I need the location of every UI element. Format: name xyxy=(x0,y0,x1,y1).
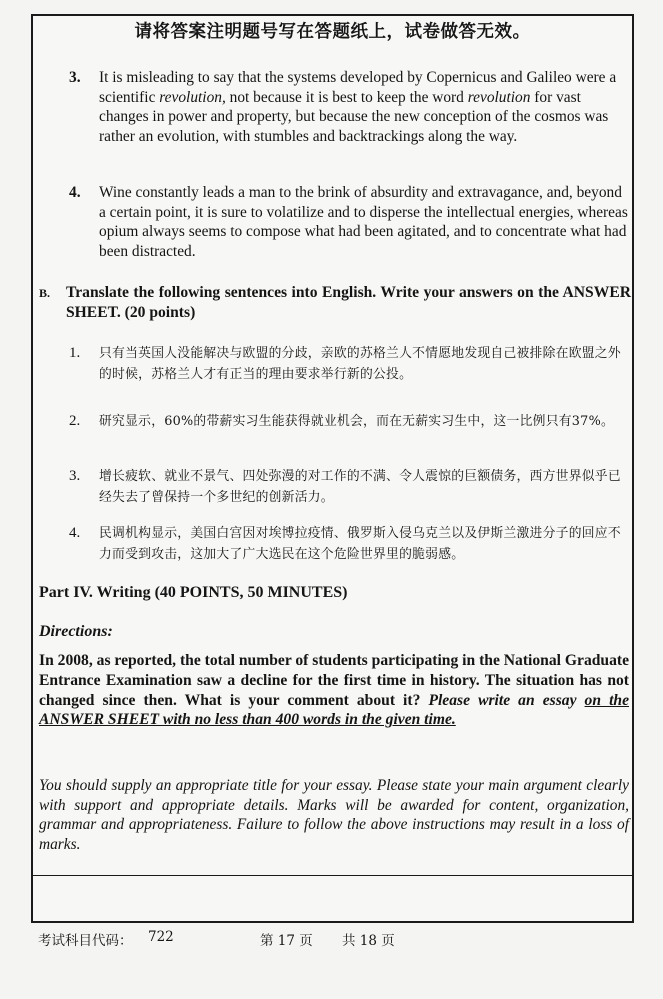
item-number: 4. xyxy=(69,525,81,541)
item-text: 民调机构显示，美国白宫因对埃博拉疫情、俄罗斯入侵乌克兰以及伊斯兰激进分子的回应不力而受到攻击，这加大了广大选民在这个危险世界里的脆弱感。 xyxy=(99,526,621,562)
writing-prompt: In 2008, as reported, the total number of students participating in the National Graduate Entrance Examination saw a decline for the first time in history. The situation has not changed since then. What is your comment about it? Please write an essay on the ANSWER SHEET with no less than 400 words in the given time. xyxy=(39,652,629,729)
item-text: 只有当英国人没能解决与欧盟的分歧，亲欧的苏格兰人不情愿地发现自己被排除在欧盟之外的时候，苏格兰人才有正当的理由要求举行新的公投。 xyxy=(99,346,621,382)
item-number: 2. xyxy=(69,413,81,429)
item-number: 1. xyxy=(69,345,81,361)
writing-instructions: You should supply an appropriate title for your essay. Please state your main argument clearly with support and appropriate details. Marks will be awarded for content, organization, grammar and appropriateness. Failure to follow the above instructions may result in a loss of marks. xyxy=(39,777,629,853)
item-number: 3. xyxy=(69,468,81,484)
divider-line xyxy=(33,875,632,876)
item-text: 增长疲软、就业不景气、四处弥漫的对工作的不满、令人震惊的巨额债务，西方世界似乎已经失去了曾保持一个多世纪的创新活力。 xyxy=(99,469,621,505)
section-letter: B. xyxy=(39,286,51,300)
subject-code-value: 722 xyxy=(148,929,174,945)
directions-label: Directions: xyxy=(39,623,113,640)
total-pages: 共 18 页 xyxy=(342,933,395,949)
subject-code-label: 考试科目代码： xyxy=(38,933,133,949)
item-text: It is misleading to say that the systems developed by Copernicus and Galileo were a scientific revolution, not because it is best to keep the word revolution for vast changes in power and property, but because the new conception of the cosmos was rather an evolution, with stumbles and backtrackings along the way. xyxy=(99,69,617,146)
item-number: 3. xyxy=(69,69,81,86)
item-text: Wine constantly leads a man to the brink of absurdity and extravagance, and, beyond a certain point, it is sure to volatilize and to disperse the intellectual energies, whereas opium always seems to compose what had been agitated, and to concentrate what had been distracted. xyxy=(99,184,628,261)
item-number: 4. xyxy=(69,184,81,201)
page-frame xyxy=(31,14,634,923)
item-text: 研究显示，60%的带薪实习生能获得就业机会，而在无薪实习生中，这一比例只有37%。 xyxy=(99,414,615,429)
part-iv-title: Part IV. Writing (40 POINTS, 50 MINUTES) xyxy=(39,584,348,601)
page-number: 第 17 页 xyxy=(260,933,313,949)
section-instruction-text: Translate the following sentences into English. Write your answers on the ANSWER SHEET. (20 points) xyxy=(66,284,631,321)
exam-instruction-header: 请将答案注明题号写在答题纸上，试卷做答无效。 xyxy=(134,22,531,42)
